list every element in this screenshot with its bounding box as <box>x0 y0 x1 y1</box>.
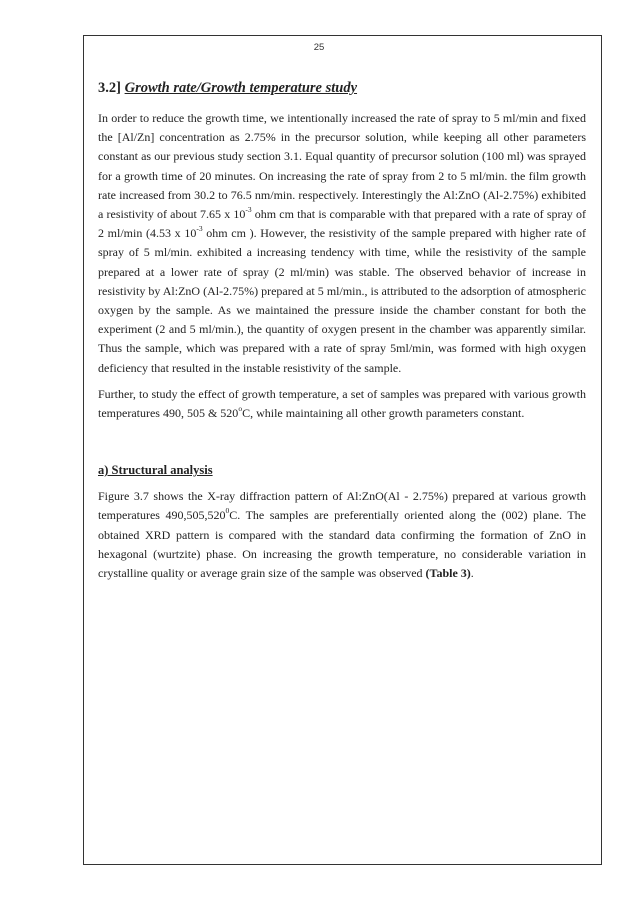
superscript: o <box>238 404 243 414</box>
text-run: ohm cm that is comparable with that prepared with a rate of spray of 2 ml/min (4.53 x 10 <box>98 207 586 241</box>
text-run: C. The samples are preferentially oriented along the (002) plane. The obtained XRD pattern is compared with the standard data confirming the formation of ZnO in hexagonal (wurtzite) phase. On increasing the growth temperature, no considerable variation in crystalline quality or average grain size of the sample was observed <box>98 508 586 581</box>
superscript: -3 <box>196 224 203 234</box>
paragraph-growth-rate <box>98 109 586 378</box>
paragraph-growth-temperature <box>98 385 586 423</box>
paragraph-structural-analysis <box>98 487 586 583</box>
text-run: In order to reduce the growth time, we intentionally increased the rate of spray to 5 ml/min and fixed the [Al/Zn] concentration as 2.75% in the precursor solution, while keeping all other parameters constant as our previous study section 3.1. Equal quantity of precursor solution (100 ml) was sprayed for a growth time of 20 minutes. On increasing the rate of spray from 2 to 5 ml/min. the film growth rate increased from 30.2 to 76.5 nm/min. respectively. Interestingly the Al:ZnO (Al-2.75%) exhibited a resistivity of about 7.65 x 10 <box>98 111 586 222</box>
section-heading <box>98 79 586 98</box>
text-run: ohm cm ). However, the resistivity of the sample prepared with higher rate of spray of 5 ml/min. exhibited a increasing tendency with time, while the resistivity of the sample prepared at a lower rate of spray (2 ml/min) was stable. The observed behavior of increase in resistivity by Al:ZnO (Al-2.75%) prepared at 5 ml/min., is attributed to the adsorption of atmospheric oxygen by the sample. As we maintained the pressure inside the chamber constant for both the experiment (2 and 5 ml/min.), the quantity of oxygen present in the chamber was apparently similar. Thus the sample, which was prepared with a rate of spray 5ml/min, was formed with high oxygen deficiency that resulted in the instable resistivity of the sample. <box>98 226 586 375</box>
section-title: Growth rate/Growth temperature study <box>124 80 358 96</box>
superscript: 0 <box>225 506 230 516</box>
subsection-heading: a) Structural analysis <box>98 463 213 478</box>
section-number: 3.2] <box>98 80 121 96</box>
text-run: C, while maintaining all other growth parameters constant. <box>242 406 525 421</box>
text-run: Figure 3.7 shows the X-ray diffraction pattern of Al:ZnO(Al - 2.75%) prepared at various growth temperatures 490,505,520 <box>98 489 586 523</box>
text-run: . <box>470 566 474 581</box>
text-run: Further, to study the effect of growth temperature, a set of samples was prepared with various growth temperatures 490, 505 & 520 <box>98 386 586 421</box>
superscript: -3 <box>245 205 252 215</box>
page-content <box>98 79 586 590</box>
page-number: 25 <box>313 42 325 53</box>
table-reference: (Table 3) <box>425 566 471 581</box>
